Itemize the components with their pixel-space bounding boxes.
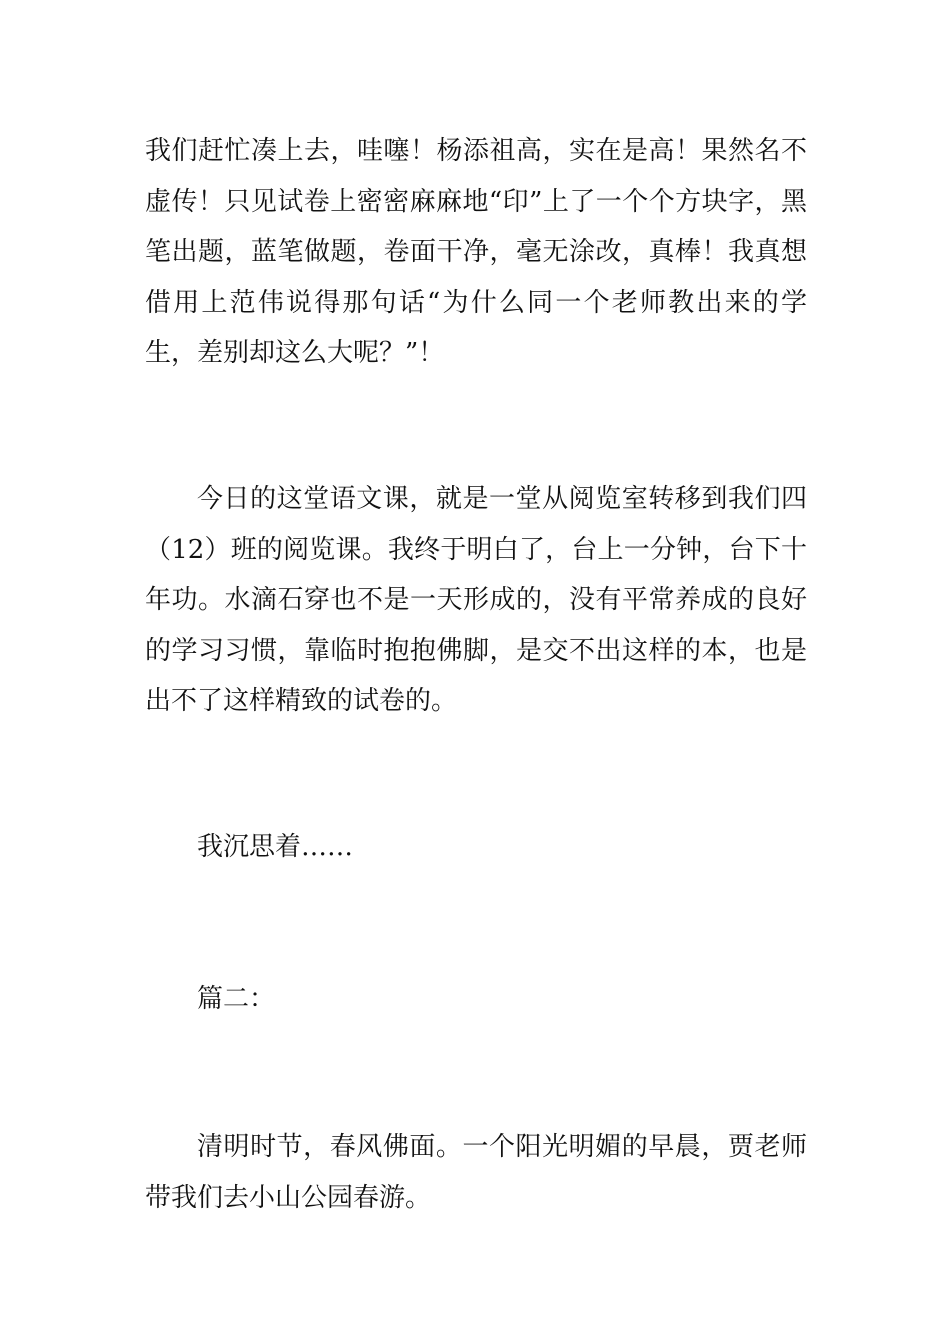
paragraph-pondering: 我沉思着……	[197, 832, 354, 862]
paragraph-chinese-class: 今日的这堂语文课，就是一堂从阅览室转移到我们四（12）班的阅览课。我终于明白了，台上一分钟，台下十年功。水滴石穿也不是一天形成的，没有平常养成的良好的学习习惯，靠临时抱抱佛脚，是交不出这样的本，也是出不了这样精致的试卷的。	[145, 484, 807, 716]
section-heading-part-two: 篇二：	[197, 984, 276, 1014]
paragraph-exam-paper: 我们赶忙凑上去，哇噻！杨添祖高，实在是高！果然名不虚传！只见试卷上密密麻麻地“印”上了一个个方块字，黑笔出题，蓝笔做题，卷面干净，毫无涂改，真棒！我真想借用上范伟说得那句话“为什么同一个老师教出来的学生，差别却这么大呢？”！	[145, 136, 807, 368]
paragraph-spring-outing: 清明时节，春风佛面。一个阳光明媚的早晨，贾老师带我们去小山公园春游。	[145, 1132, 807, 1213]
